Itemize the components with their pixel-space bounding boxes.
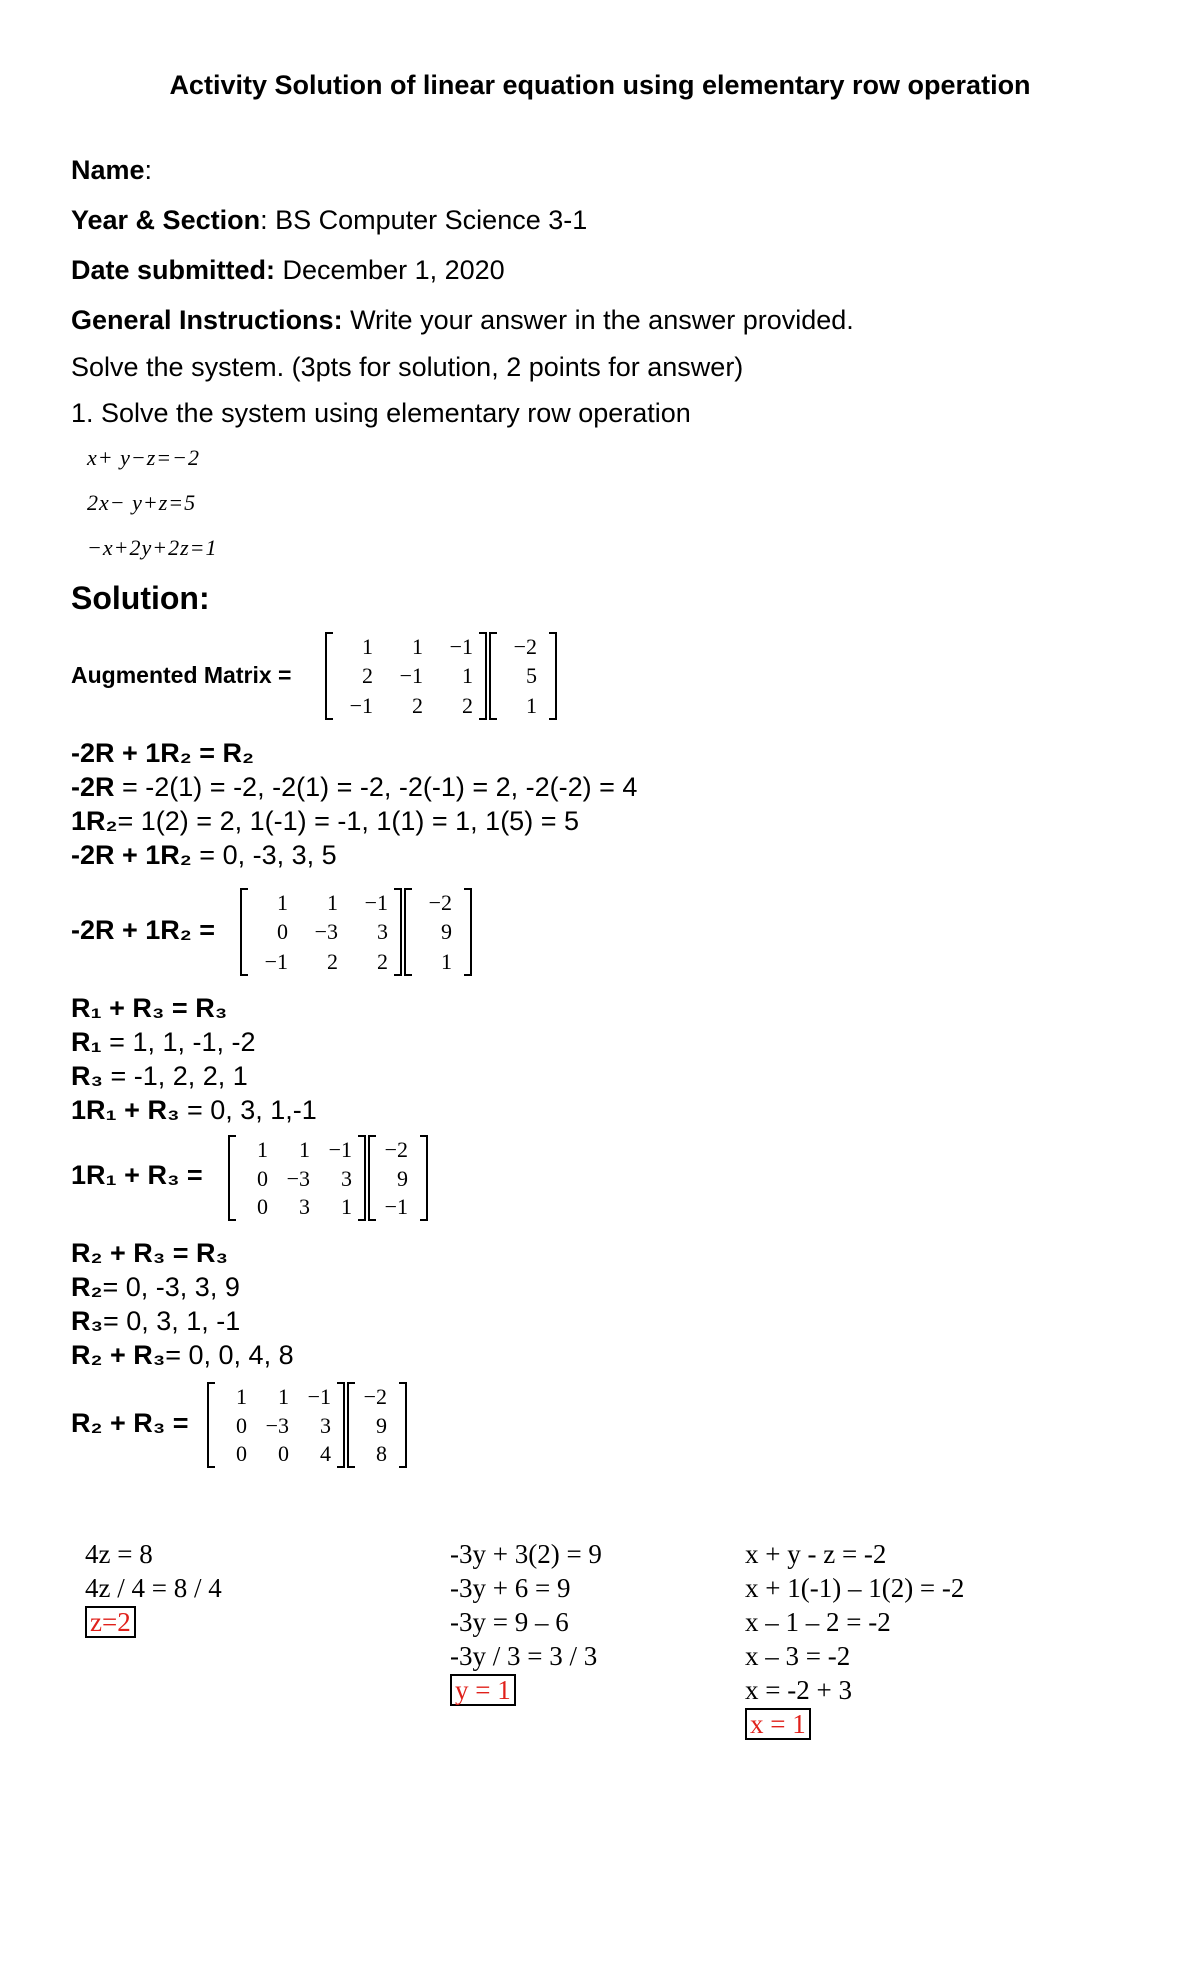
step1-line-1: -2R + 1R₂ = R₂	[71, 738, 255, 768]
matrix-cell: 0	[257, 1165, 268, 1191]
matrix-cell: 1	[299, 1137, 310, 1162]
matrix-cell: −3	[265, 1412, 289, 1438]
matrix-cell: 9	[441, 919, 452, 945]
x-step-4: x – 3 = -2	[745, 1641, 851, 1671]
step3-matrix-label: R₂ + R₃ =	[71, 1408, 189, 1438]
matrix-cell: 1	[236, 1384, 247, 1409]
matrix-cell: 1	[277, 890, 288, 915]
step1-line-4: -2R + 1R₂ = 0, -3, 3, 5	[71, 840, 337, 870]
x-work	[745, 1537, 964, 1741]
matrix-cell: 4	[320, 1441, 331, 1467]
matrix-cell: −1	[449, 634, 473, 659]
matrix-cell: 1	[278, 1384, 289, 1409]
matrix-cell: −3	[286, 1165, 310, 1191]
solution-heading: Solution:	[71, 580, 210, 616]
step2-line-4: 1R₁ + R₃ = 0, 3, 1,-1	[71, 1095, 317, 1125]
z-step-2: 4z / 4 = 8 / 4	[85, 1573, 222, 1603]
step3-line-4: R₂ + R₃= 0, 0, 4, 8	[71, 1340, 294, 1370]
step2-matrix-label: 1R₁ + R₃ =	[71, 1160, 203, 1190]
matrix-cell: −2	[363, 1384, 387, 1409]
x-answer: x = 1	[745, 1708, 811, 1740]
matrix-cell: 3	[320, 1412, 331, 1438]
matrix-cell: 2	[377, 948, 388, 974]
step2-line-1: R₁ + R₃ = R₃	[71, 993, 228, 1023]
matrix-cell: 0	[257, 1194, 268, 1220]
matrix-cell: 0	[236, 1412, 247, 1438]
y-step-3: -3y = 9 – 6	[450, 1607, 569, 1637]
page-title: Activity Solution of linear equation using elementary row operation	[169, 70, 1031, 100]
matrix-bracket	[394, 888, 402, 976]
y-answer: y = 1	[450, 1674, 516, 1706]
step1-matrix-label: -2R + 1R₂ =	[71, 915, 216, 945]
z-answer: z=2	[85, 1606, 136, 1638]
date-label: Date submitted:	[71, 255, 276, 285]
matrix-cell: 1	[441, 948, 452, 974]
step3-matrix	[207, 1382, 387, 1468]
matrix-cell: 3	[341, 1165, 352, 1191]
matrix-cell: −2	[513, 634, 537, 659]
name-line	[71, 155, 152, 186]
y-step-1: -3y + 3(2) = 9	[450, 1539, 602, 1569]
matrix-cell: 1	[412, 634, 423, 659]
step1-line-2: -2R = -2(1) = -2, -2(1) = -2, -2(-1) = 2, -2(-2) = 4	[71, 772, 638, 802]
equation-2: 2x− y+z=5	[87, 490, 197, 515]
step2-line-2: R₁ = 1, 1, -1, -2	[71, 1027, 256, 1057]
matrix-cell: −1	[264, 948, 288, 974]
matrix-cell: 0	[277, 919, 288, 945]
matrix-cell: 1	[327, 890, 338, 915]
matrix-bracket	[549, 632, 557, 720]
year-section-value: : BS Computer Science 3-1	[260, 205, 588, 235]
step2-matrix	[228, 1135, 408, 1221]
matrix-cell: −1	[349, 692, 373, 718]
x-step-5: x = -2 + 3	[745, 1675, 852, 1705]
augmented-matrix-label: Augmented Matrix =	[71, 662, 292, 688]
matrix-cell: 1	[526, 692, 537, 718]
matrix-cell: 1	[341, 1194, 352, 1220]
equation-3: −x+2y+2z=1	[87, 535, 218, 560]
matrix-cell: 3	[377, 919, 388, 945]
matrix-cell: 2	[412, 692, 423, 718]
x-step-2: x + 1(-1) – 1(2) = -2	[745, 1573, 965, 1603]
instructions-label: General Instructions:	[71, 305, 343, 335]
date-line	[71, 255, 505, 286]
y-work	[450, 1537, 602, 1707]
name-label: Name	[71, 155, 145, 185]
matrix-cell: −1	[328, 1137, 352, 1162]
z-work	[85, 1537, 222, 1639]
matrix-cell: 0	[278, 1441, 289, 1467]
matrix-cell: 9	[397, 1165, 408, 1191]
y-step-2: -3y + 6 = 9	[450, 1573, 571, 1603]
matrix-cell: 8	[376, 1441, 387, 1467]
y-step-4: -3y / 3 = 3 / 3	[450, 1641, 598, 1671]
matrix-bracket	[399, 1382, 407, 1468]
step3-line-1: R₂ + R₃ = R₃	[71, 1238, 229, 1268]
matrix-cell: −1	[399, 663, 423, 689]
matrix-bracket	[479, 632, 487, 720]
matrix-cell: −1	[307, 1384, 331, 1409]
matrix-cell: 9	[376, 1412, 387, 1438]
solve-line: Solve the system. (3pts for solution, 2 points for answer)	[71, 352, 744, 382]
matrix-cell: −2	[428, 890, 452, 915]
equation-1: x+ y−z=−2	[87, 445, 200, 470]
x-step-3: x – 1 – 2 = -2	[745, 1607, 891, 1637]
question-line: 1. Solve the system using elementary row operation	[71, 398, 691, 428]
step3-line-3: R₃= 0, 3, 1, -1	[71, 1306, 241, 1336]
augmented-matrix	[325, 632, 537, 720]
instructions-line	[71, 305, 854, 336]
year-section-label: Year & Section	[71, 205, 261, 235]
matrix-cell: −1	[384, 1194, 408, 1220]
matrix-cell: 1	[462, 663, 473, 689]
step3-line-2: R₂= 0, -3, 3, 9	[71, 1272, 240, 1302]
matrix-cell: 2	[327, 948, 338, 974]
step1-matrix	[240, 888, 452, 976]
step1-line-3: 1R₂= 1(2) = 2, 1(-1) = -1, 1(1) = 1, 1(5) = 5	[71, 806, 579, 836]
step2-line-3: R₃ = -1, 2, 2, 1	[71, 1061, 248, 1091]
x-step-1: x + y - z = -2	[745, 1539, 887, 1569]
year-section-line	[71, 205, 587, 236]
matrix-cell: 0	[236, 1441, 247, 1467]
matrix-cell: −1	[364, 890, 388, 915]
matrix-cell: 3	[299, 1194, 310, 1220]
matrix-bracket	[464, 888, 472, 976]
matrix-bracket	[420, 1135, 428, 1221]
matrix-cell: 2	[362, 663, 373, 689]
name-colon: :	[144, 155, 153, 185]
matrix-bracket	[337, 1382, 345, 1468]
matrix-cell: 5	[526, 663, 537, 689]
instructions-value: Write your answer in the answer provided.	[342, 305, 854, 335]
matrix-cell: 2	[462, 692, 473, 718]
z-step-1: 4z = 8	[85, 1539, 153, 1569]
date-value: December 1, 2020	[275, 255, 505, 285]
matrix-bracket	[358, 1135, 366, 1221]
matrix-cell: −2	[384, 1137, 408, 1162]
matrix-cell: 1	[362, 634, 373, 659]
matrix-cell: 1	[257, 1137, 268, 1162]
matrix-cell: −3	[314, 919, 338, 945]
